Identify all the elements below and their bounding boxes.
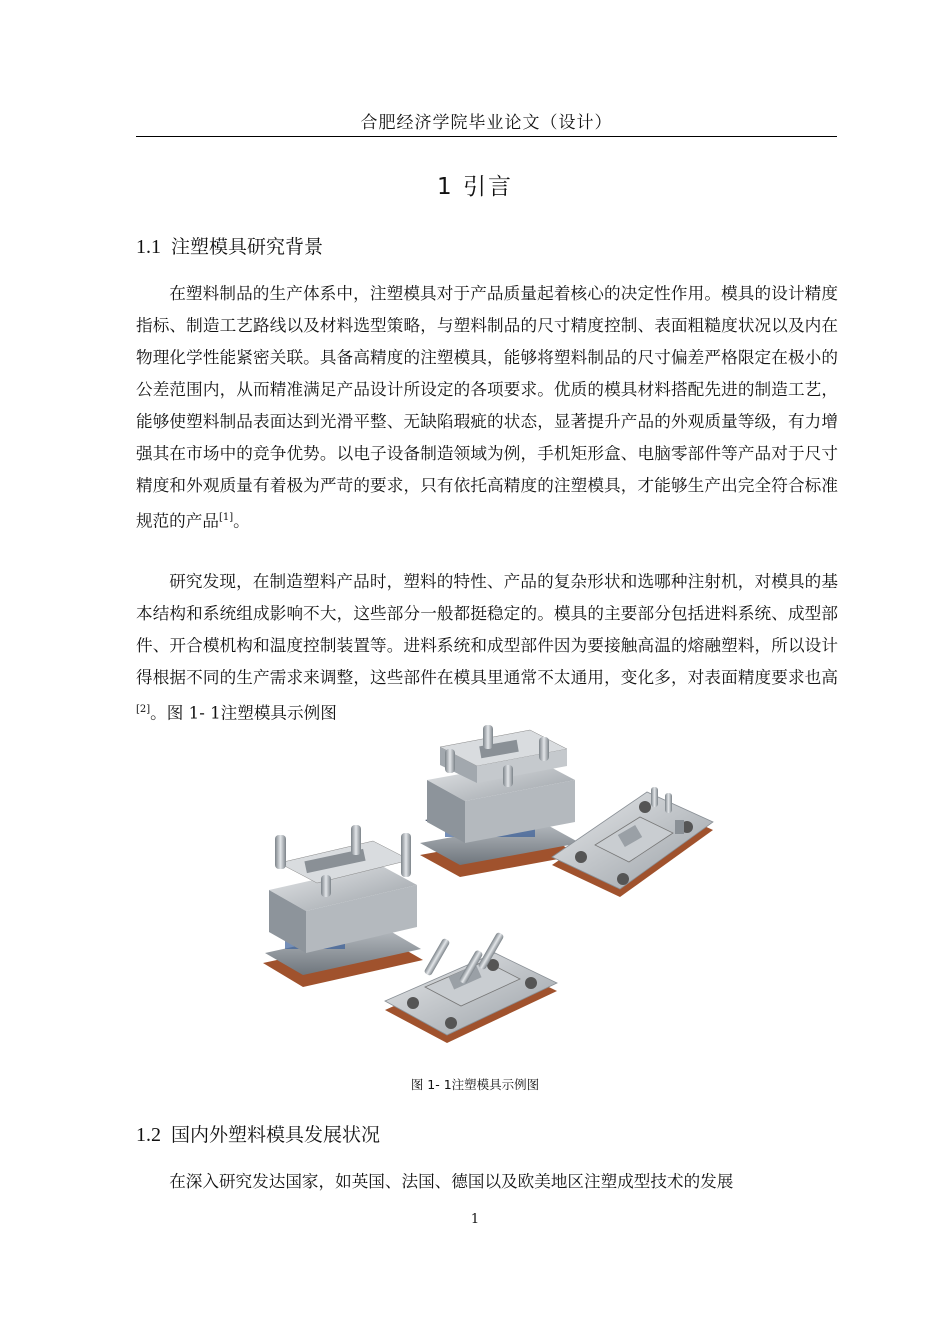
paragraph-text-end: 。图 1- 1注塑模具示例图: [150, 703, 337, 723]
section-heading-1-1: [136, 232, 323, 259]
paragraph-3: [136, 1166, 838, 1198]
section-number: 1.2: [136, 1124, 161, 1146]
paragraph-text: 在深入研究发达国家，如英国、法国、德国以及欧美地区注塑成型技术的发展: [169, 1172, 734, 1191]
paragraph-text: 在塑料制品的生产体系中，注塑模具对于产品质量起着核心的决定性作用。模具的设计精度指标、制造工艺路线以及材料选型策略，与塑料制品的尺寸精度控制、表面粗糙度状况以及内在物理化学性能紧密关联。具备高精度的注塑模具，能够将塑料制品的尺寸偏差严格限定在极小的公差范围内，从而精准满足产品设计所设定的各项要求。优质的模具材料搭配先进的制造工艺，能够使塑料制品表面达到光滑平整、无缺陷瑕疵的状态，显著提升产品的外观质量等级，有力增强其在市场中的竞争优势。以电子设备制造领域为例，手机矩形盒、电脑零部件等产品对于尺寸精度和外观质量有着极为严苛的要求，只有依托高精度的注塑模具，才能够生产出完全符合标准规范的产品: [136, 284, 838, 531]
paragraph-text-end: 。: [233, 511, 250, 531]
injection-mold-figure: [255, 725, 715, 1045]
paragraph-2: [136, 566, 838, 730]
section-title-text: 注塑模具研究背景: [171, 236, 324, 258]
citation-ref: [2]: [136, 704, 151, 715]
paragraph-1: [136, 278, 838, 538]
mold-closed-left: [263, 825, 423, 987]
mold-half-right: [552, 787, 713, 897]
section-title-text: 国内外塑料模具发展状况: [171, 1124, 381, 1146]
chapter-title: 1 引言: [437, 174, 513, 200]
paragraph-text: 研究发现，在制造塑料产品时，塑料的特性、产品的复杂形状和选哪种注射机，对模具的基本结构和系统组成影响不大，这些部分一般都挺稳定的。模具的主要部分包括进料系统、成型部件、开合模机构和温度控制装置等。进料系统和成型部件因为要接触高温的熔融塑料，所以设计得根据不同的生产需求来调整，这些部件在模具里通常不太通用，变化多，对表面精度要求也高: [136, 572, 838, 687]
section-heading-1-2: [136, 1120, 380, 1147]
page-number: 1: [470, 1212, 480, 1227]
header-rule: [136, 136, 837, 137]
citation-ref: [1]: [218, 512, 234, 523]
section-number: 1.1: [136, 236, 161, 258]
figure-caption: 图 1- 1注塑模具示例图: [410, 1077, 540, 1092]
page-header: 合肥经济学院毕业论文（设计）: [360, 113, 613, 133]
